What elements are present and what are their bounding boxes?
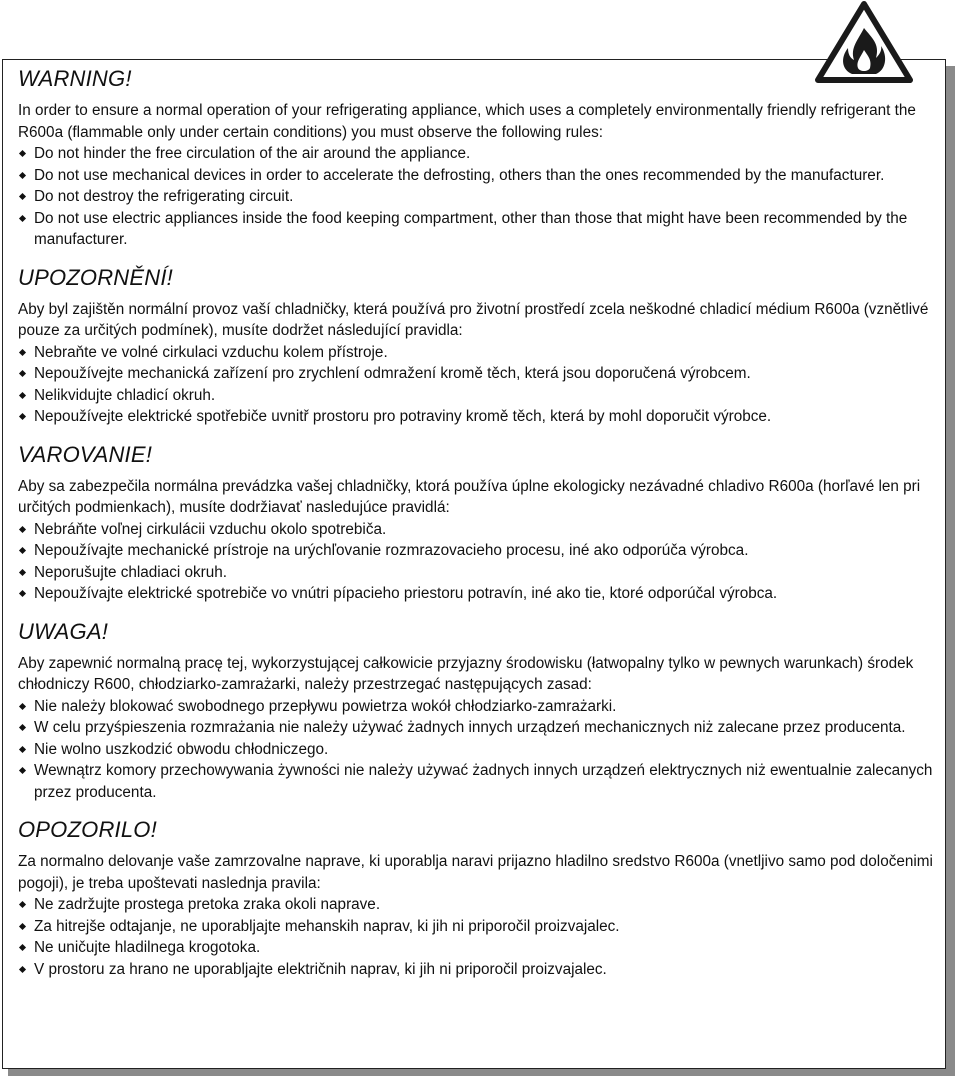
rule-item: Nepoužívejte elektrické spotřebiče uvnitř prostoru pro potraviny kromě těch, která by mohl doporučit výrobce.: [18, 406, 935, 428]
warning-notice-box: [2, 59, 946, 1069]
rule-item: Nebráňte voľnej cirkulácii vzduchu okolo spotrebiča.: [18, 519, 935, 541]
section-2: [18, 442, 935, 605]
rule-item: Do not use electric appliances inside the food keeping compartment, other than those that might have been recommended by the manufacturer.: [18, 208, 935, 251]
rule-item: Nie należy blokować swobodnego przepływu powietrza wokół chłodziarko-zamrażarki.: [18, 696, 935, 718]
rules-list: [18, 519, 935, 605]
rules-list: [18, 894, 935, 980]
flammable-warning-icon: [814, 0, 914, 84]
rule-item: Nepoužívajte elektrické spotrebiče vo vnútri pípacieho priestoru potravín, iné ako tie, ktoré odporúčal výrobca.: [18, 583, 935, 605]
rule-item: Do not hinder the free circulation of the air around the appliance.: [18, 143, 935, 165]
rules-list: [18, 143, 935, 251]
rule-item: Nepoužívejte mechanická zařízení pro zrychlení odmražení kromě těch, která jsou doporučená výrobcem.: [18, 363, 935, 385]
rules-list: [18, 696, 935, 804]
rule-item: V prostoru za hrano ne uporabljajte električnih naprav, ki jih ni priporočil proizvajalec.: [18, 959, 935, 981]
section-intro: Aby byl zajištěn normální provoz vaší chladničky, která používá pro životní prostředí zcela neškodné chladicí médium R600a (vznětlivé pouze za určitých podmínek), musíte dodržet následující pravidla:: [18, 300, 929, 339]
section-title: OPOZORILO!: [18, 817, 157, 842]
section-title: UPOZORNĚNÍ!: [18, 264, 173, 290]
section-4: [18, 817, 935, 980]
rules-list: [18, 342, 935, 428]
rule-item: Wewnątrz komory przechowywania żywności nie należy używać żadnych innych urządzeń elektrycznych niż ewentualnie zalecanych przez producenta.: [18, 760, 935, 803]
section-0: [18, 66, 935, 251]
section-intro: Aby zapewnić normalną pracę tej, wykorzystującej całkowicie przyjazny środowisku (łatwopalny tylko w pewnych warunkach) środek chłodniczy R600, chłodziarko-zamrażarki, należy przestrzegać następujących zasad:: [18, 654, 914, 693]
section-3: [18, 619, 935, 804]
rule-item: Do not use mechanical devices in order to accelerate the defrosting, others than the ones recommended by the manufacturer.: [18, 165, 935, 187]
rule-item: Nepoužívajte mechanické prístroje na urýchľovanie rozmrazovacieho procesu, iné ako odporúča výrobca.: [18, 540, 935, 562]
rule-item: Ne zadržujte prostega pretoka zraka okoli naprave.: [18, 894, 935, 916]
section-title: WARNING!: [18, 66, 132, 91]
rule-item: Neporušujte chladiaci okruh.: [18, 562, 935, 584]
rule-item: Do not destroy the refrigerating circuit.: [18, 186, 935, 208]
rule-item: Nie wolno uszkodzić obwodu chłodniczego.: [18, 739, 935, 761]
rule-item: Za hitrejše odtajanje, ne uporabljajte mehanskih naprav, ki jih ni priporočil proizvajalec.: [18, 916, 935, 938]
section-intro: Aby sa zabezpečila normálna prevádzka vašej chladničky, ktorá používa úplne ekologicky nezávadné chladivo R600a (horľavé len pri určitých podmienkach), musíte dodržiavať nasledujúce pravidlá:: [18, 477, 921, 516]
section-intro: Za normalno delovanje vaše zamrzovalne naprave, ki uporablja naravi prijazno hladilno sredstvo R600a (vnetljivo samo pod določenimi pogoji), je treba upoštevati naslednja pravila:: [18, 853, 933, 892]
section-1: [18, 265, 935, 428]
rule-item: Ne uničujte hladilnega krogotoka.: [18, 937, 935, 959]
sections-container: [18, 66, 935, 980]
rule-item: W celu przyśpieszenia rozmrażania nie należy używać żadnych innych urządzeń mechanicznych niż zalecane przez producenta.: [18, 717, 935, 739]
rule-item: Nelikvidujte chladicí okruh.: [18, 385, 935, 407]
section-intro: In order to ensure a normal operation of your refrigerating appliance, which uses a completely environmentally friendly refrigerant the R600a (flammable only under certain conditions) you must observe the following rules:: [18, 102, 916, 141]
rule-item: Nebraňte ve volné cirkulaci vzduchu kolem přístroje.: [18, 342, 935, 364]
section-title: UWAGA!: [18, 618, 109, 644]
section-title: VAROVANIE!: [18, 441, 153, 467]
